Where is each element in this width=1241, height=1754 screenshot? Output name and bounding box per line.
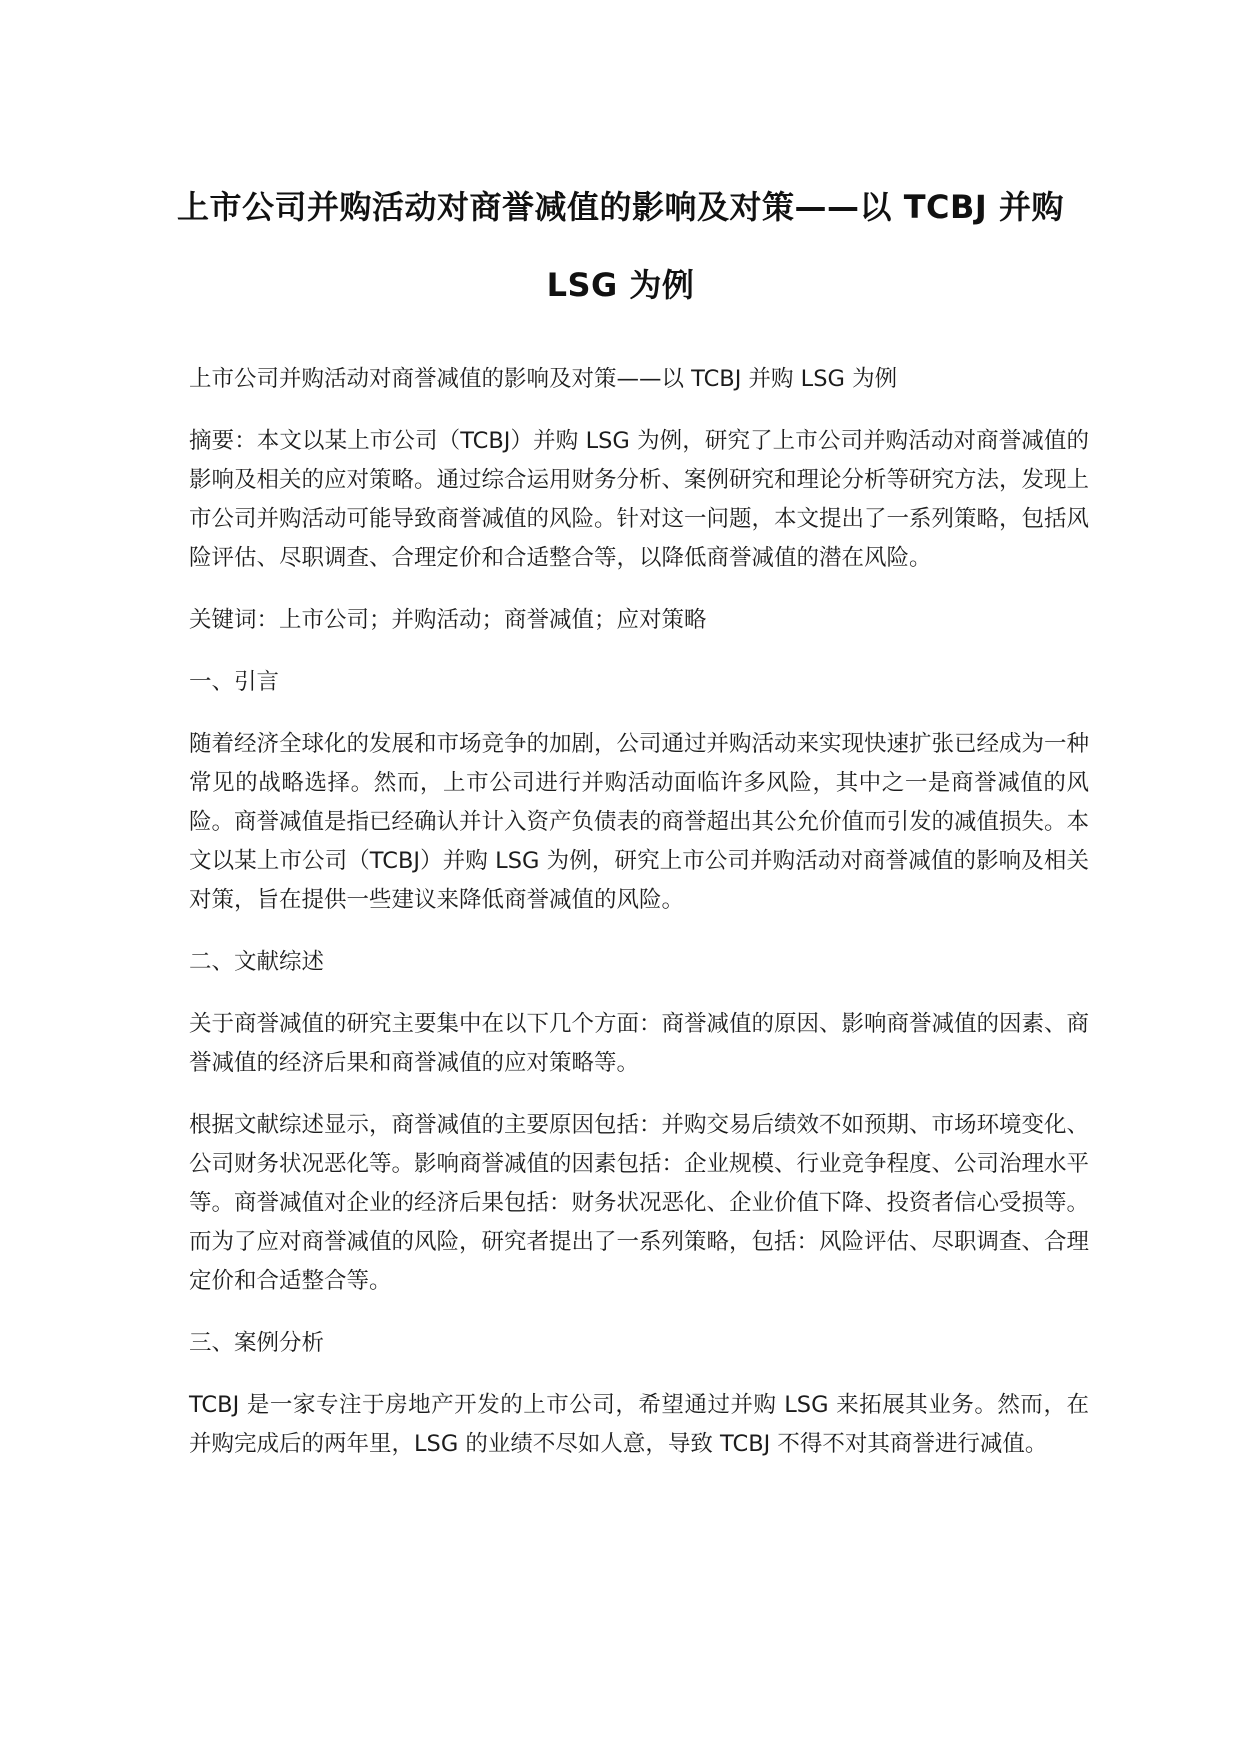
paragraph-literature-review-1: 关于商誉减值的研究主要集中在以下几个方面：商誉减值的原因、影响商誉减值的因素、商誉减值的经济后果和商誉减值的应对策略等。 <box>189 1011 1090 1076</box>
paragraph-case-analysis: TCBJ 是一家专注于房地产开发的上市公司，希望通过并购 LSG 来拓展其业务。然而，在并购完成后的两年里，LSG 的业绩不尽如人意，导致 TCBJ 不得不对其商誉进行减值。 <box>189 1392 1089 1457</box>
paragraph-introduction: 随着经济全球化的发展和市场竞争的加剧，公司通过并购活动来实现快速扩张已经成为一种常见的战略选择。然而，上市公司进行并购活动面临许多风险，其中之一是商誉减值的风险。商誉减值是指已经确认并计入资产负债表的商誉超出其公允价值而引发的减值损失。本文以某上市公司（TCBJ）并购 LSG 为例，研究上市公司并购活动对商誉减值的影响及相关对策，旨在提供一些建议来降低商誉减值的风险。 <box>189 731 1090 913</box>
section-heading-introduction: 一、引言 <box>189 669 280 695</box>
paragraph-abstract: 摘要：本文以某上市公司（TCBJ）并购 LSG 为例，研究了上市公司并购活动对商誉减值的影响及相关的应对策略。通过综合运用财务分析、案例研究和理论分析等研究方法，发现上市公司并购活动可能导致商誉减值的风险。针对这一问题，本文提出了一系列策略，包括风险评估、尽职调查、合理定价和合适整合等，以降低商誉减值的潜在风险。 <box>189 428 1090 571</box>
document-title: 上市公司并购活动对商誉减值的影响及对策——以 TCBJ 并购 LSG 为例 <box>177 188 1064 304</box>
paragraph-subtitle: 上市公司并购活动对商誉减值的影响及对策——以 TCBJ 并购 LSG 为例 <box>189 366 898 392</box>
paragraph-literature-review-2: 根据文献综述显示，商誉减值的主要原因包括：并购交易后绩效不如预期、市场环境变化、公司财务状况恶化等。影响商誉减值的因素包括：企业规模、行业竞争程度、公司治理水平等。商誉减值对企业的经济后果包括：财务状况恶化、企业价值下降、投资者信心受损等。而为了应对商誉减值的风险，研究者提出了一系列策略，包括：风险评估、尽职调查、合理定价和合适整合等。 <box>189 1112 1090 1294</box>
document-body <box>189 360 1089 1487</box>
section-heading-case-analysis: 三、案例分析 <box>189 1330 325 1356</box>
section-heading-literature-review: 二、文献综述 <box>189 949 325 975</box>
paragraph-keywords: 关键词：上市公司；并购活动；商誉减值；应对策略 <box>189 607 707 633</box>
